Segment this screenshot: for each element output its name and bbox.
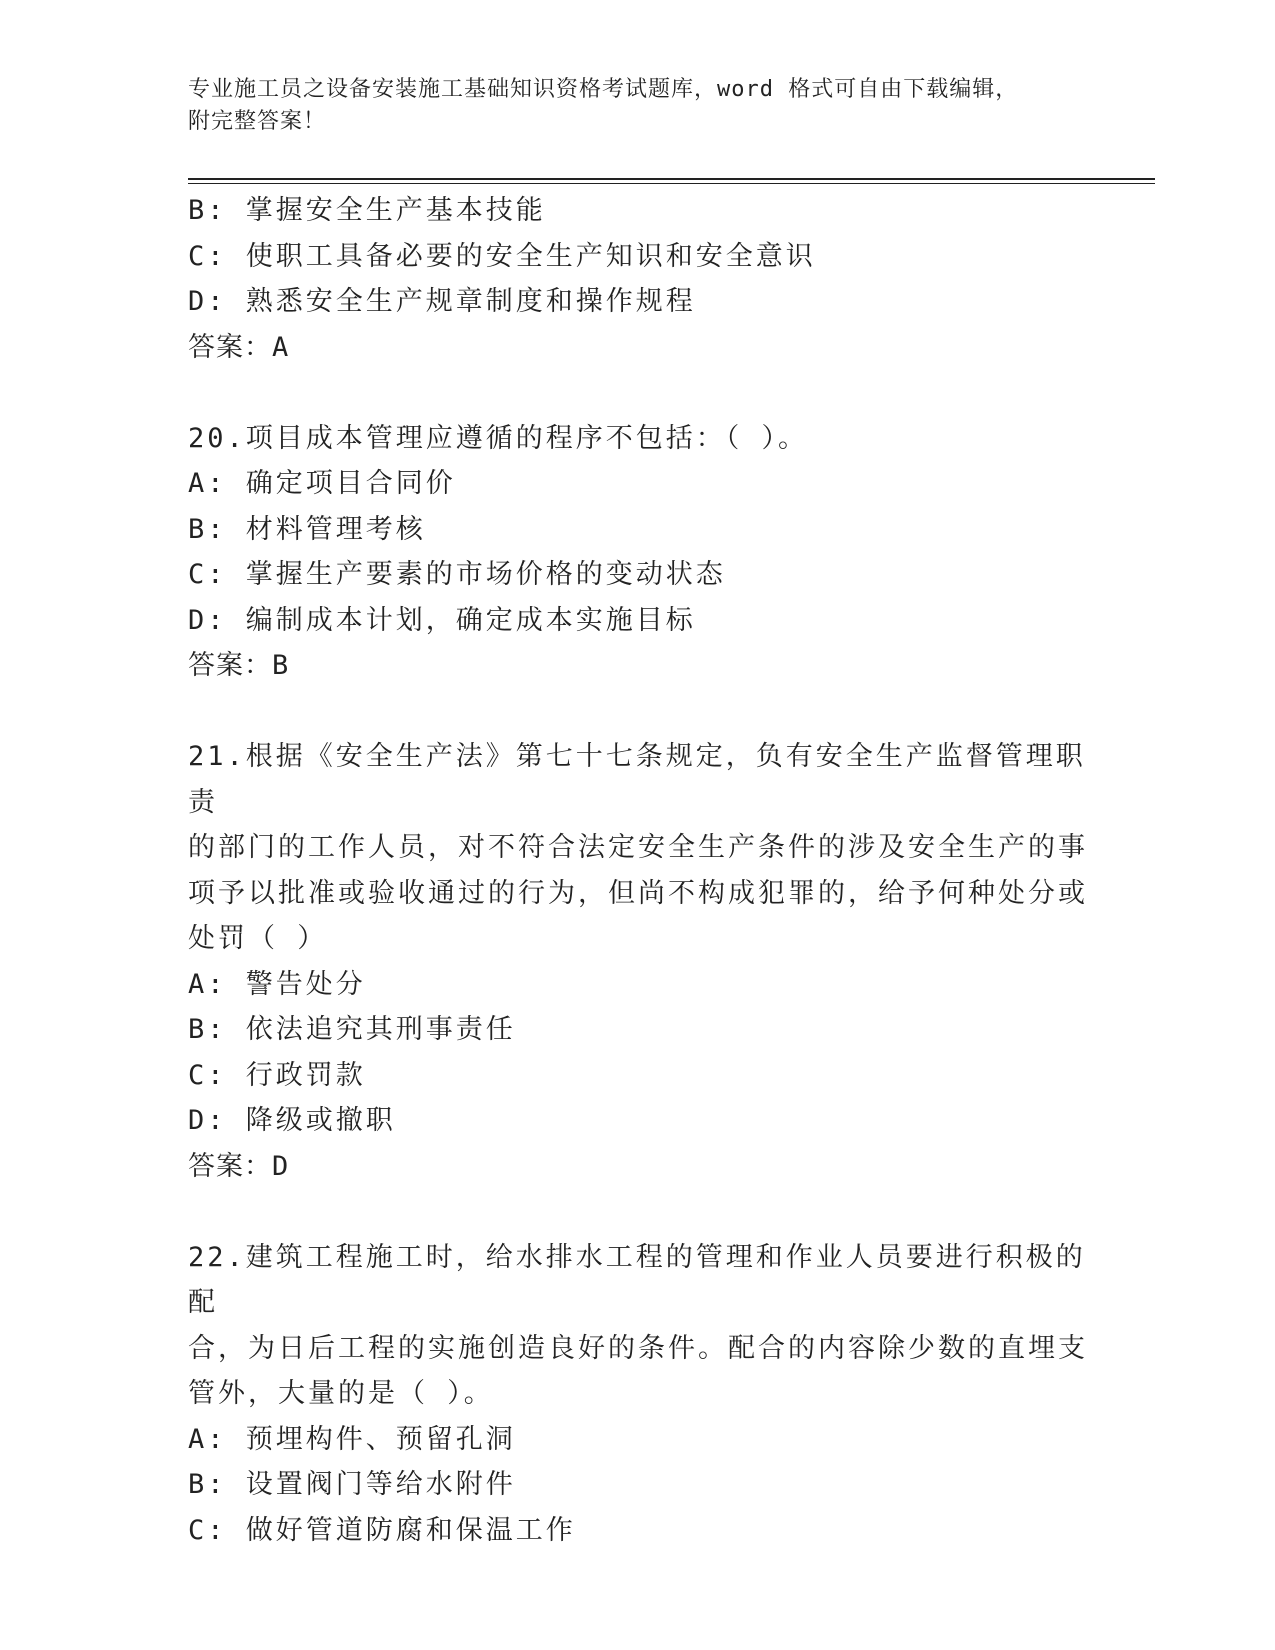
spacer <box>188 370 1088 416</box>
question-text: 22.建筑工程施工时，给水排水工程的管理和作业人员要进行积极的配 <box>188 1241 1086 1318</box>
question-text: 20.项目成本管理应遵循的程序不包括：（ ）。 <box>188 422 809 454</box>
header-line: 专业施工员之设备安装施工基础知识资格考试题库，word 格式可自由下载编辑， <box>188 77 1019 102</box>
question-list <box>188 188 1088 1553</box>
option-c: C: 掌握生产要素的市场价格的变动状态 <box>188 559 726 590</box>
question-text: 合，为日后工程的实施创造良好的条件。配合的内容除少数的直埋支 <box>188 1332 1088 1364</box>
question-block-19 <box>188 188 1088 370</box>
option-b: B: 依法追究其刑事责任 <box>188 1014 516 1045</box>
option-a: A: 警告处分 <box>188 968 366 1000</box>
answer-line: 答案：B <box>188 650 290 681</box>
header-divider-thin <box>188 183 1155 184</box>
option-d: D: 熟悉安全生产规章制度和操作规程 <box>188 286 696 317</box>
document-header <box>188 74 1088 138</box>
option-c: C: 使职工具备必要的安全生产知识和安全意识 <box>188 240 816 272</box>
question-text: 的部门的工作人员，对不符合法定安全生产条件的涉及安全生产的事 <box>188 832 1088 863</box>
answer-line: 答案：D <box>188 1150 290 1182</box>
question-block-20 <box>188 416 1088 689</box>
option-c: C: 行政罚款 <box>188 1059 366 1091</box>
question-block-22 <box>188 1235 1088 1554</box>
question-block-21 <box>188 734 1088 1189</box>
question-text: 项予以批准或验收通过的行为，但尚不构成犯罪的，给予何种处分或 <box>188 877 1088 909</box>
option-b: B: 掌握安全生产基本技能 <box>188 195 546 226</box>
option-a: A: 预埋构件、预留孔洞 <box>188 1423 516 1455</box>
header-line: 附完整答案！ <box>188 109 327 134</box>
option-c: C: 做好管道防腐和保温工作 <box>188 1514 576 1546</box>
option-d: D: 编制成本计划，确定成本实施目标 <box>188 604 696 636</box>
answer-line: 答案：A <box>188 331 290 363</box>
question-text: 处罚（ ） <box>188 923 328 954</box>
spacer <box>188 1189 1088 1235</box>
option-b: B: 设置阀门等给水附件 <box>188 1469 516 1500</box>
question-text: 管外，大量的是（ ）。 <box>188 1378 494 1409</box>
question-text: 21.根据《安全生产法》第七十七条规定，负有安全生产监督管理职责 <box>188 741 1086 818</box>
spacer <box>188 689 1088 735</box>
header-divider-thick <box>188 178 1155 180</box>
option-a: A: 确定项目合同价 <box>188 468 456 499</box>
option-b: B: 材料管理考核 <box>188 513 426 545</box>
option-d: D: 降级或撤职 <box>188 1105 396 1136</box>
